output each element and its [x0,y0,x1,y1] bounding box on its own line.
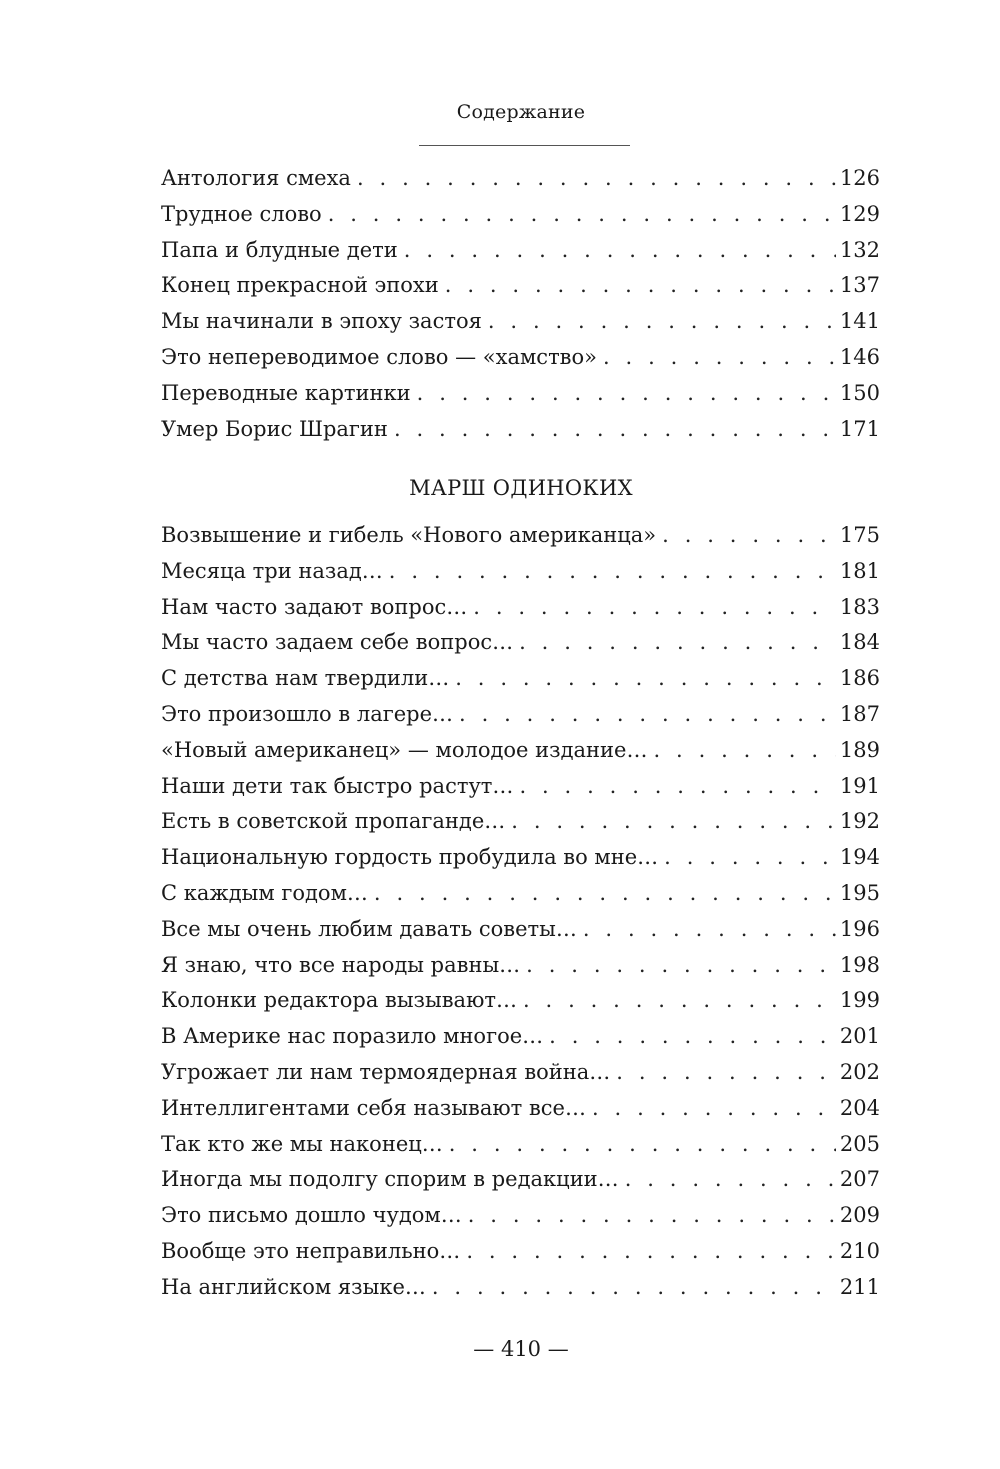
toc-entry [161,948,880,984]
toc-entry [161,1019,880,1055]
toc-entry [161,912,880,948]
header-rule [419,145,630,146]
toc-entry [161,518,880,554]
dot-leader [523,983,836,1019]
toc-entry-page: 209 [839,1203,880,1228]
toc-entry-title: Это произошло в лагере… [161,701,454,726]
toc-entry-page: 186 [839,666,880,691]
toc-entry-page: 198 [839,952,880,977]
toc-entry-page: 150 [839,380,880,405]
toc-entry-page: 187 [839,701,880,726]
dot-leader [357,161,836,197]
toc-entry [161,340,880,376]
toc-entry-title: Национальную гордость пробудила во мне… [161,845,659,870]
toc-entry-page: 195 [839,880,880,905]
toc-entry-page: 192 [839,809,880,834]
toc-entry [161,197,880,233]
dot-leader [625,1162,836,1198]
toc-entry-title: Это письмо дошло чудом… [161,1203,462,1228]
toc-entry-title: Вообще это неправильно… [161,1238,461,1263]
toc-entry-page: 199 [839,988,880,1013]
toc-entry-page: 171 [839,416,880,441]
toc-entry-page: 183 [839,594,880,619]
toc-entry-title: «Новый американец» — молодое издание… [161,737,648,762]
toc-entry [161,1055,880,1091]
dot-leader [519,625,836,661]
toc-entry-page: 204 [839,1095,880,1120]
dot-leader [662,518,836,554]
toc-entry [161,1162,880,1198]
dot-leader [549,1019,836,1055]
toc-entry [161,733,880,769]
dot-leader [468,1198,836,1234]
toc-entry [161,233,880,269]
dot-leader [432,1270,836,1306]
dot-leader [653,733,835,769]
dot-leader [664,840,836,876]
toc-entry-title: Мы начинали в эпоху застоя [161,309,482,334]
toc-entry-page: 211 [839,1274,880,1299]
dot-leader [592,1091,836,1127]
dot-leader [526,948,836,984]
toc-entry-page: 210 [839,1238,880,1263]
toc-entry-title: Трудное слово [161,201,322,226]
toc-entry-title: Конец прекрасной эпохи [161,273,439,298]
toc-entry [161,697,880,733]
page-number: — 410 — [473,1337,569,1361]
toc-list-a [161,161,880,447]
toc-entry [161,769,880,805]
dot-leader [459,697,836,733]
toc-entry-page: 132 [839,237,880,262]
toc-entry-page: 202 [839,1059,880,1084]
toc-entry-title: Угрожает ли нам термоядерная война… [161,1059,611,1084]
dot-leader [603,340,836,376]
toc-entry-page: 141 [839,309,880,334]
toc-entry-title: Иногда мы подолгу спорим в редакции… [161,1167,619,1192]
dot-leader [394,412,836,448]
toc-entry-title: Антология смеха [161,166,351,190]
toc-entry-title: Переводные картинки [161,380,411,405]
toc-entry-title: В Америке нас поразило многое… [161,1024,544,1049]
toc-entry [161,1127,880,1163]
toc-entry [161,161,880,197]
toc-entry-page: 175 [839,523,880,547]
toc-entry-title: Наши дети так быстро растут… [161,773,514,798]
toc-entry-title: Я знаю, что все народы равны… [161,952,521,977]
toc-entry-page: 146 [839,344,880,369]
dot-leader [473,590,836,626]
toc-entry-title: Все мы очень любим давать советы… [161,916,577,941]
toc-entry-title: Нам часто задают вопрос… [161,594,468,619]
running-head: Содержание [456,101,586,123]
dot-leader [455,661,836,697]
toc-entry-page: 191 [839,773,880,798]
toc-entry-title: Это непереводимое слово — «хамство» [161,344,597,369]
toc-entry-page: 196 [839,916,880,941]
toc-entry-page: 126 [839,166,880,190]
toc-entry-title: Колонки редактора вызывают… [161,988,517,1013]
dot-leader [374,876,836,912]
toc-entry [161,412,880,448]
toc-entry-title: Возвышение и гибель «Нового американца» [161,523,657,547]
toc-entry-title: Интеллигентами себя называют все… [161,1095,586,1120]
toc-entry [161,804,880,840]
toc-entry-page: 181 [839,558,880,583]
toc-entry-title: С каждым годом… [161,880,368,905]
toc-entry [161,876,880,912]
toc-entry-title: С детства нам твердили… [161,666,450,691]
dot-leader [583,912,836,948]
toc-entry [161,1234,880,1270]
toc-entry [161,1198,880,1234]
toc-entry [161,590,880,626]
toc-entry-title: Папа и блудные дети [161,237,398,262]
toc-entry-page: 189 [839,737,880,762]
toc-entry [161,304,880,340]
toc-entry [161,1091,880,1127]
toc-entry-title: Умер Борис Шрагин [161,416,388,441]
toc-entry-title: Так кто же мы наконец… [161,1131,443,1156]
toc-entry-page: 201 [839,1024,880,1049]
dot-leader [519,769,835,805]
dot-leader [404,233,836,269]
dot-leader [616,1055,836,1091]
toc-entry-page: 184 [839,630,880,655]
toc-entry [161,1270,880,1306]
dot-leader [449,1127,836,1163]
toc-entry-page: 137 [839,273,880,298]
toc-entry-page: 205 [839,1131,880,1156]
dot-leader [466,1234,836,1270]
toc-entry-page: 194 [839,845,880,870]
toc-entry-page: 129 [839,201,880,226]
section-heading: МАРШ ОДИНОКИХ [409,476,633,500]
toc-entry-title: На английском языке… [161,1274,426,1299]
dot-leader [511,804,836,840]
toc-entry [161,625,880,661]
dot-leader [417,376,836,412]
toc-entry-title: Мы часто задаем себе вопрос… [161,630,514,655]
toc-list-b [161,518,880,1306]
toc-entry [161,661,880,697]
toc-entry-title: Месяца три назад… [161,558,383,583]
toc-entry [161,554,880,590]
toc-entry-title: Есть в советской пропаганде… [161,809,506,834]
toc-entry [161,376,880,412]
dot-leader [488,304,836,340]
toc-entry [161,840,880,876]
dot-leader [445,268,836,304]
toc-entry [161,983,880,1019]
toc-entry [161,268,880,304]
toc-entry-page: 207 [839,1167,880,1192]
dot-leader [328,197,836,233]
dot-leader [389,554,836,590]
